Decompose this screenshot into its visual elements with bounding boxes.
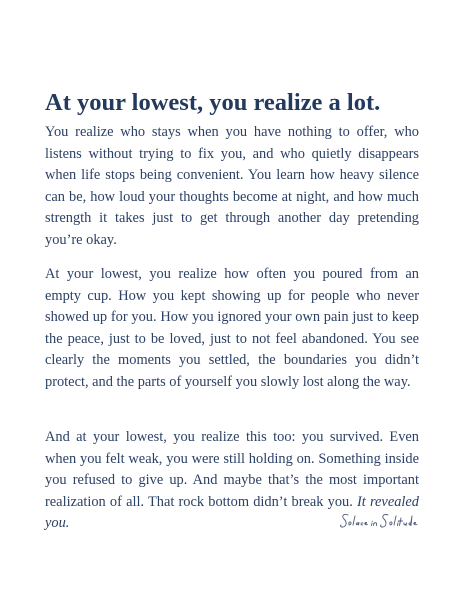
paragraph-1: You realize who stays when you have nothing to offer, who listens without trying to fix you, and who quietly disappears when life stops being convenient. You learn how heavy silence can be, how loud your thoughts become at night, and how much strength it takes just to get through another day pretending you’re okay. <box>45 124 419 248</box>
paragraph-3-emphasis: It revealed you. <box>45 493 419 532</box>
paragraph-2: At your lowest, you realize how often you poured from an empty cup. How you kept showing up for people who never showed up for you. How you ignored your own pain just to keep the peace, just to be loved, just to not feel abandoned. You see clearly the moments you settled, the boundaries you didn’t protect, and the parts of yourself you slowly lost along the way. <box>45 266 419 390</box>
signature-logo <box>339 511 423 533</box>
page-title: At your lowest, you realize a lot. <box>45 89 381 116</box>
paragraph-3-text: And at your lowest, you realize this too: you survived. Even when you felt weak, you were still holding on. Something inside you refused to give up. And maybe that’s the most important realization of all. That rock bottom didn’t break you. <box>45 429 419 510</box>
